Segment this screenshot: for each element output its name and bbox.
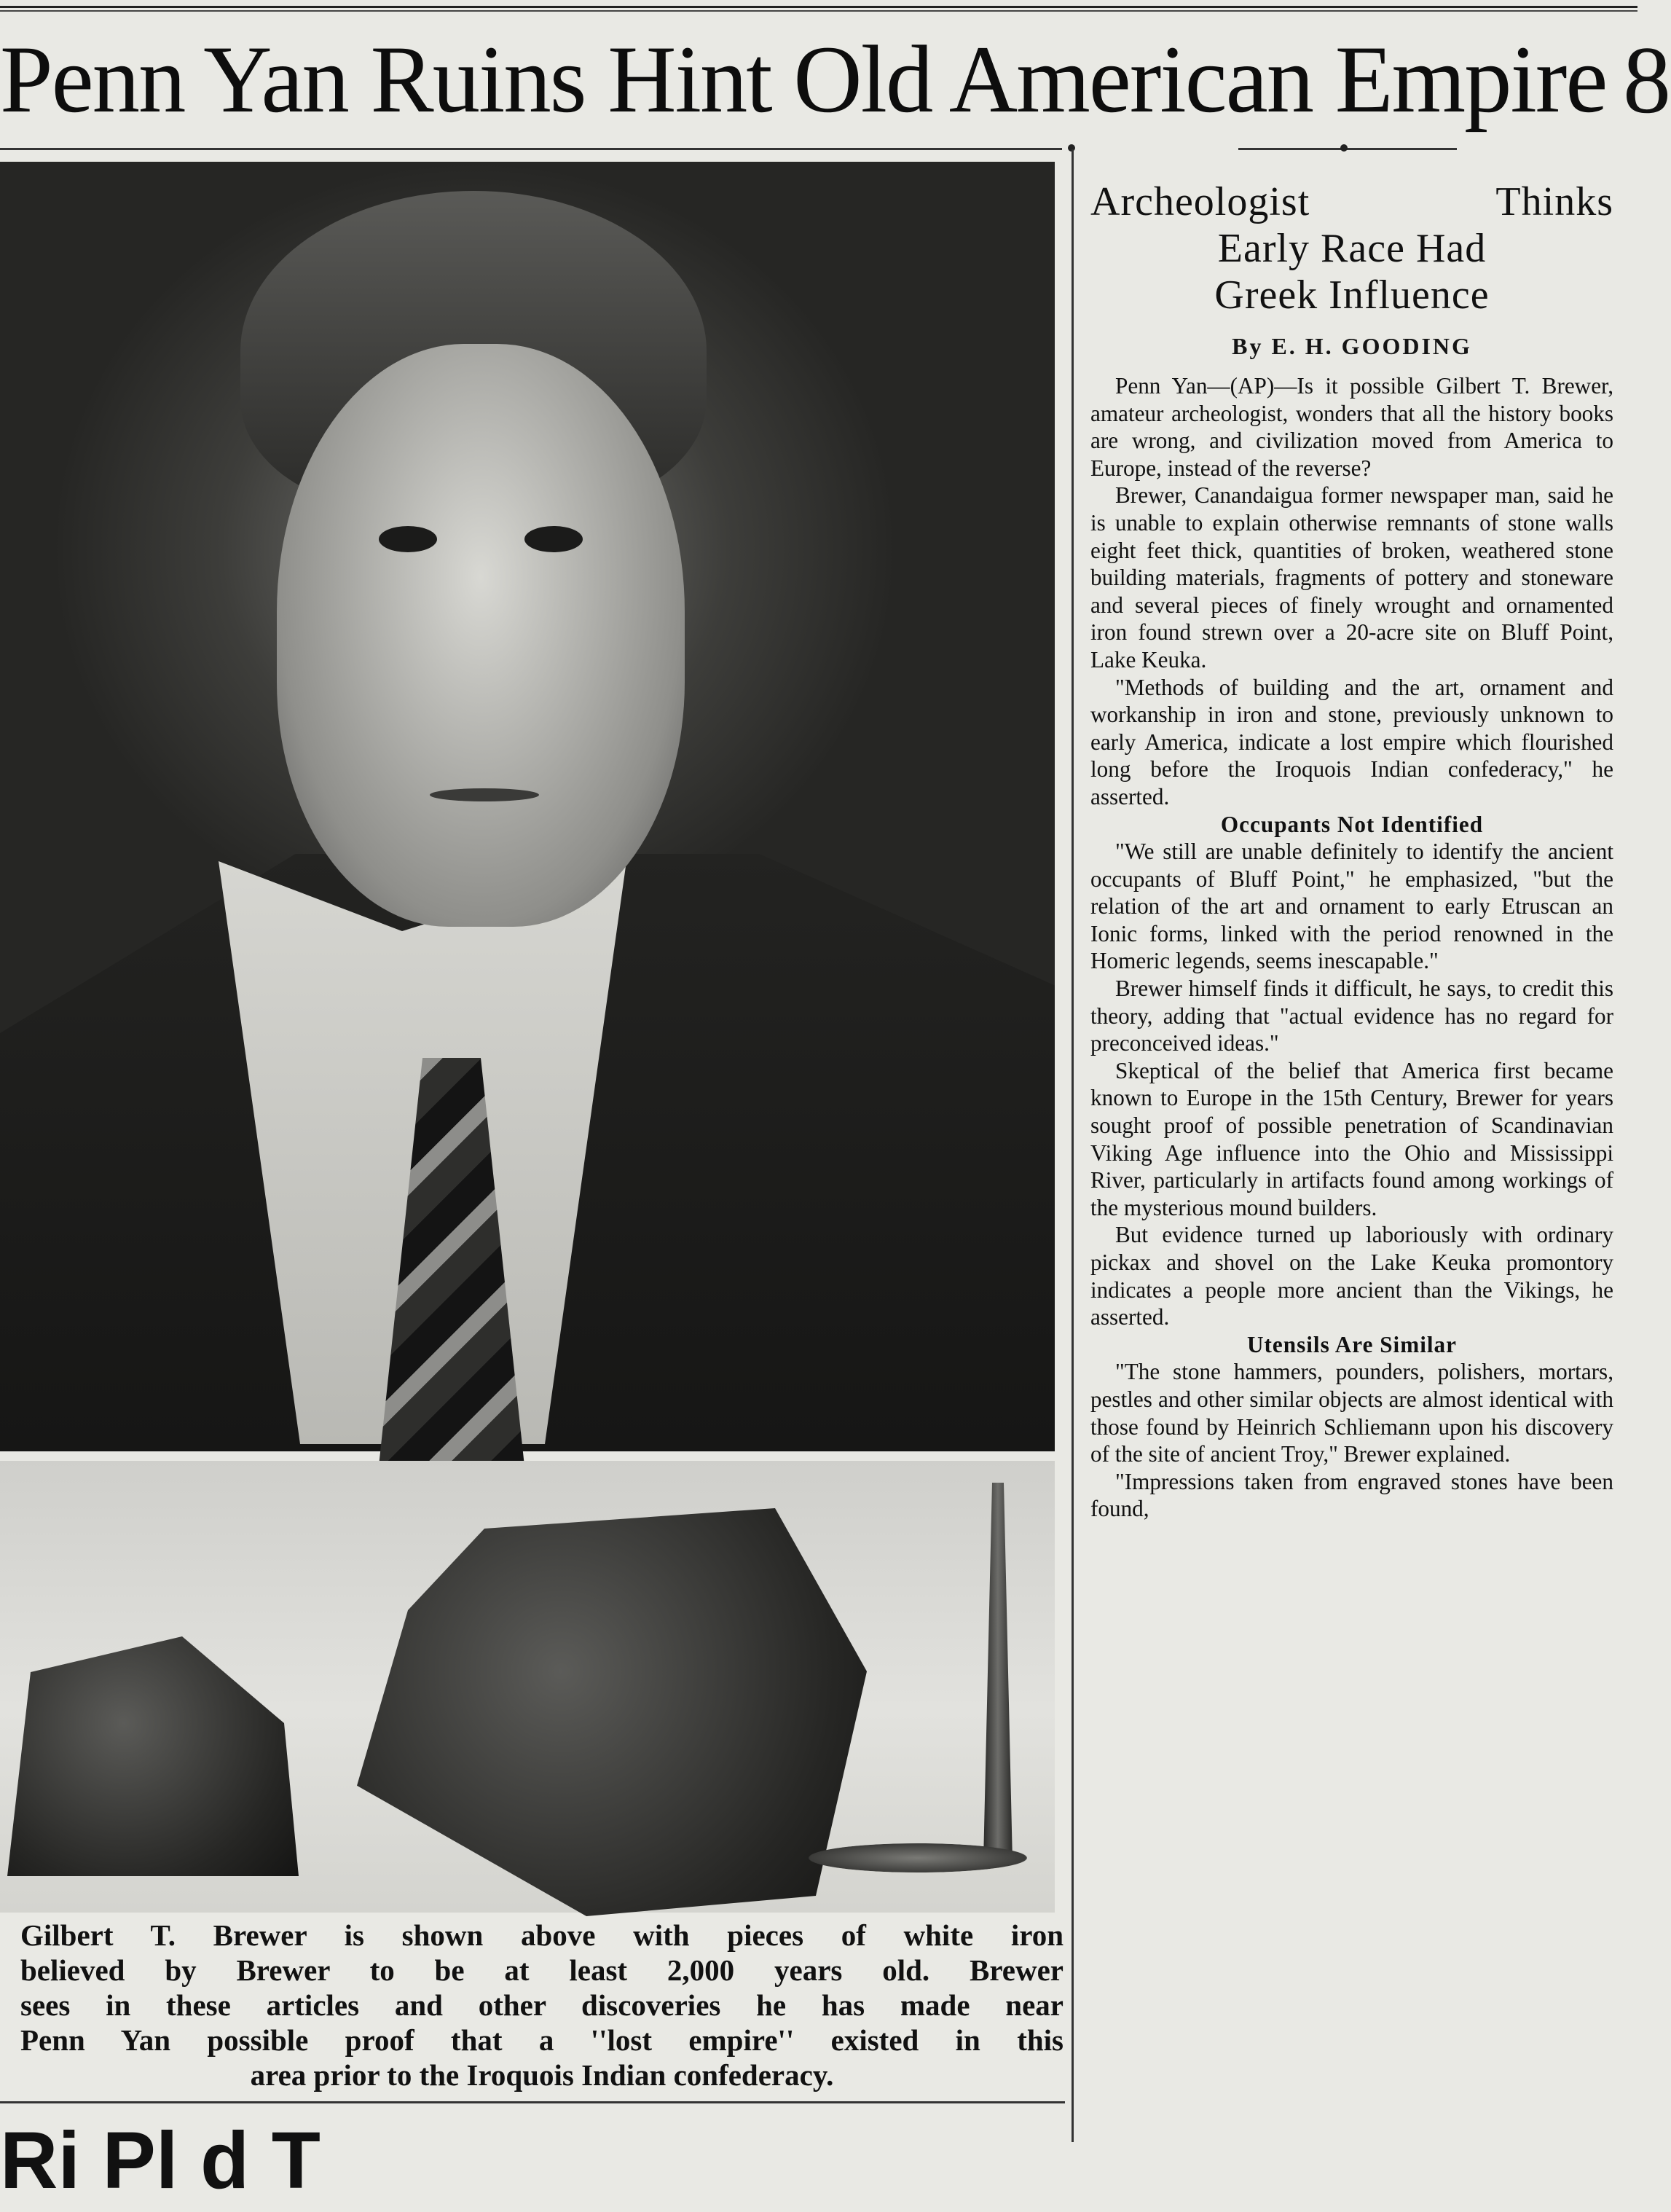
article-paragraph: Skeptical of the belief that America first became known to Europe in the 15th Century, Brewer for years sought proof of possible penetration of Scandinavian Viking Age influence into the Ohio and Mississippi River, particularly in artifacts found among workings of the mysterious mound builders.	[1090, 1057, 1613, 1220]
article-byline: By E. H. GOODING	[1232, 333, 1472, 359]
article-paragraph: "Impressions taken from engraved stones have been found,	[1090, 1468, 1613, 1522]
article-paragraph: Brewer, Canandaigua former newspaper man, said he is unable to explain otherwise remnants of stone walls eight feet thick, quantities of broken, weathered stone building materials, fragments of pottery and stoneware and several pieces of finely wrought and ornamented iron found strewn over a 20-acre site on Bluff Point, Lake Keuka.	[1090, 482, 1613, 672]
bottom-rule	[0, 2101, 1065, 2103]
article-paragraph: "Methods of building and the art, ornament and workanship in iron and stone, previously unknown to early America, indicate a lost empire which flourished long before the Iroquois Indian confederacy," he asserted.	[1090, 674, 1613, 809]
headline-rule-right	[1238, 148, 1457, 150]
article-paragraph: But evidence turned up laboriously with ordinary pickax and shovel on the Lake Keuka promontory indicates a people more ancient than the Vikings, he asserted.	[1090, 1222, 1613, 1330]
article-paragraph: Brewer himself finds it difficult, he says, to credit this theory, adding that "actual evidence has no regard for preconceived ideas."	[1090, 976, 1613, 1056]
caption-line: believed by Brewer to be at least 2,000 years old. Brewer	[20, 1953, 1063, 1987]
caption-line: sees in these articles and other discoveries he has made near	[20, 1988, 1063, 2022]
artifact-fragment-small	[7, 1621, 299, 1876]
article-paragraph: "The stone hammers, pounders, polishers, mortars, pestles and other similar objects are almost identical with those found by Heinrich Schliemann upon his discovery of the site of ancient Troy," Brewer explained.	[1090, 1359, 1613, 1467]
article-subhead: Utensils Are Similar	[1247, 1331, 1457, 1357]
article-deck	[1090, 179, 1613, 318]
headline-rule-left	[0, 148, 1062, 150]
artifact-fragment-large	[357, 1508, 867, 1916]
artifact-spike-base	[809, 1843, 1027, 1872]
top-rule	[0, 0, 1637, 8]
caption-line: Gilbert T. Brewer is shown above with pieces of white iron	[20, 1918, 1063, 1952]
deck-line: Early Race Had	[1217, 226, 1487, 271]
photo-eye-right	[524, 526, 583, 552]
artifact-spike	[983, 1483, 1013, 1862]
photo-caption	[0, 1918, 1063, 2100]
deck-line: Greek Influence	[1214, 272, 1490, 318]
next-story-headline-cutoff: Ri Pl d T	[0, 2116, 321, 2205]
page-headline: Penn Yan Ruins Hint Old American Empire	[0, 26, 1607, 133]
portrait-photo	[0, 162, 1055, 1451]
article-paragraph: "We still are unable definitely to identify the ancient occupants of Bluff Point," he emphasized, "but the relation of the art and ornament to early Etruscan an Ionic forms, linked with the period renowned in the Homeric legends, seems inescapable."	[1090, 839, 1613, 974]
headline-edge-fragment: 8	[1623, 26, 1671, 133]
article-paragraph: Penn Yan—(AP)—Is it possible Gilbert T. Brewer, amateur archeologist, wonders that all the history books are wrong, and civilization moved from America to Europe, instead of the reverse?	[1090, 373, 1613, 481]
photo-eye-left	[379, 526, 437, 552]
caption-line: Penn Yan possible proof that a ''lost empire'' existed in this	[20, 2023, 1063, 2057]
column-divider	[1072, 149, 1074, 2142]
top-rule-thin	[0, 10, 1637, 12]
photo-face	[277, 344, 685, 927]
article-body	[1090, 372, 1613, 1523]
photo-mouth	[430, 788, 539, 801]
article-subhead: Occupants Not Identified	[1220, 811, 1484, 837]
rule-ornament-dot-right	[1340, 144, 1348, 152]
iron-artifacts-photo	[0, 1461, 1055, 1913]
caption-line-last: area prior to the Iroquois Indian confederacy.	[250, 2058, 834, 2092]
article-column	[1090, 179, 1613, 1523]
deck-line: Archeologist Thinks	[1090, 179, 1613, 224]
